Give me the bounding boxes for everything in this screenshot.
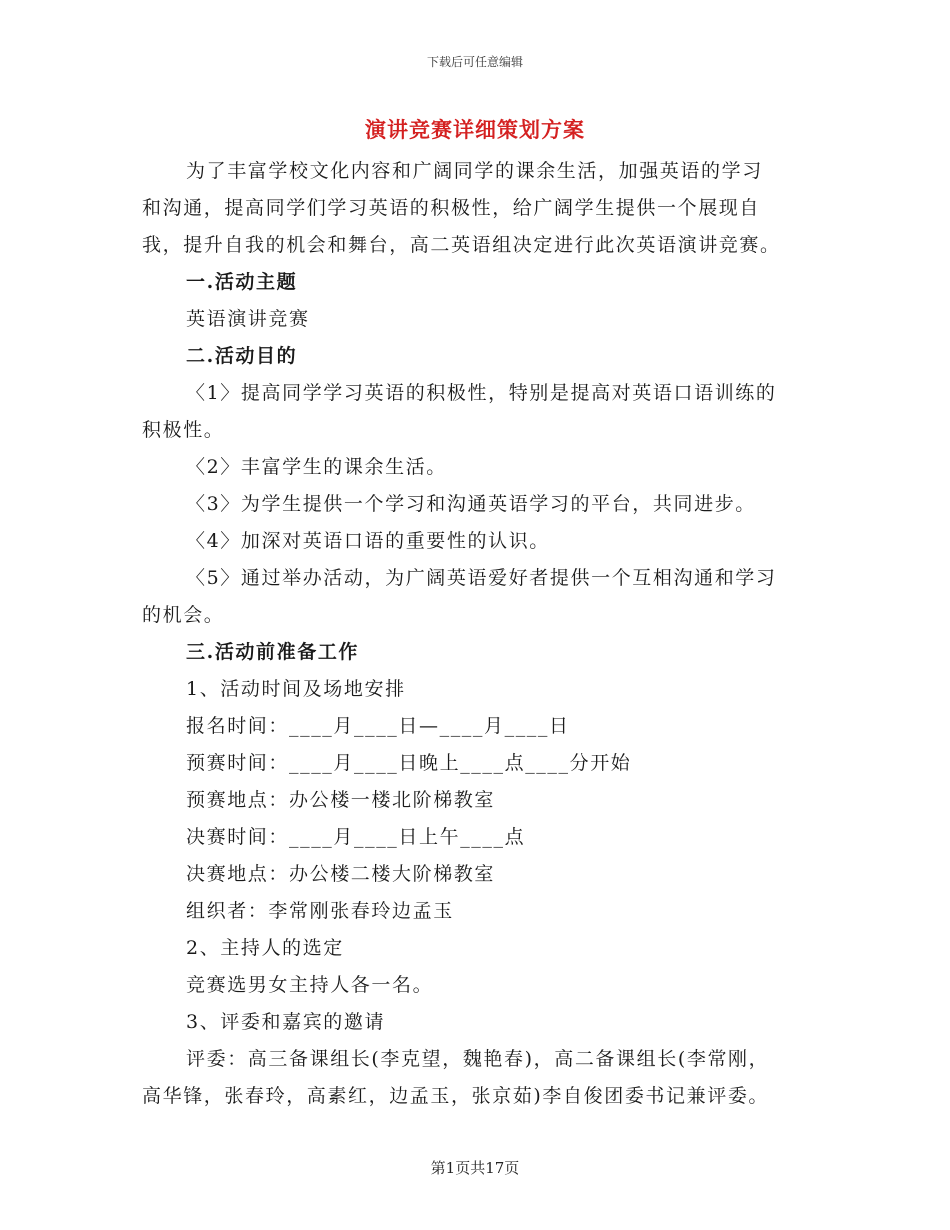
- paragraph-line: 〈4〉加深对英语口语的重要性的认识。: [186, 530, 550, 552]
- paragraph-line: 为了丰富学校文化内容和广阔同学的课余生活，加强英语的学习: [186, 160, 763, 182]
- paragraph-line: 2、主持人的选定: [186, 937, 344, 959]
- paragraph-line: 〈2〉丰富学生的课余生活。: [186, 456, 447, 478]
- section-heading: 一.活动主题: [186, 271, 298, 293]
- paragraph-line: 决赛地点：办公楼二楼大阶梯教室: [186, 863, 496, 885]
- paragraph-line: 高华锋，张春玲，高素红，边孟玉，张京茹)李自俊团委书记兼评委。: [142, 1085, 770, 1107]
- paragraph-line: 评委：高三备课组长(李克望，魏艳春)，高二备课组长(李常刚，: [186, 1048, 770, 1070]
- paragraph-line: 竞赛选男女主持人各一名。: [186, 974, 434, 996]
- paragraph-line: 组织者：李常刚张春玲边孟玉: [186, 900, 454, 922]
- header-note: 下载后可任意编辑: [426, 55, 523, 69]
- paragraph-line: 的机会。: [142, 604, 225, 626]
- paragraph-line: 预赛地点：办公楼一楼北阶梯教室: [186, 789, 496, 811]
- paragraph-line: 决赛时间：____月____日上午____点: [186, 826, 526, 848]
- paragraph-line: 报名时间：____月____日—____月____日: [186, 715, 570, 737]
- paragraph-line: 〈3〉为学生提供一个学习和沟通英语学习的平台，共同进步。: [186, 493, 756, 515]
- paragraph-line: 和沟通，提高同学们学习英语的积极性，给广阔学生提供一个展现自: [142, 197, 761, 219]
- paragraph-line: 〈1〉提高同学学习英语的积极性，特别是提高对英语口语训练的: [186, 382, 777, 404]
- paragraph-line: 1、活动时间及场地安排: [186, 678, 406, 700]
- document-body: [142, 153, 810, 1115]
- paragraph-line: 3、评委和嘉宾的邀请: [186, 1011, 386, 1033]
- page-footer: 第1页共17页: [430, 1159, 520, 1177]
- section-heading: 三.活动前准备工作: [186, 641, 360, 663]
- paragraph-line: 我，提升自我的机会和舞台，高二英语组决定进行此次英语演讲竞赛。: [142, 234, 781, 256]
- paragraph-line: 〈5〉通过举办活动，为广阔英语爱好者提供一个互相沟通和学习: [186, 567, 777, 589]
- document-title: 演讲竞赛详细策划方案: [365, 117, 585, 142]
- paragraph-line: 英语演讲竞赛: [186, 308, 310, 330]
- section-heading: 二.活动目的: [186, 345, 298, 367]
- paragraph-line: 预赛时间：____月____日晚上____点____分开始: [186, 752, 632, 774]
- paragraph-line: 积极性。: [142, 419, 225, 441]
